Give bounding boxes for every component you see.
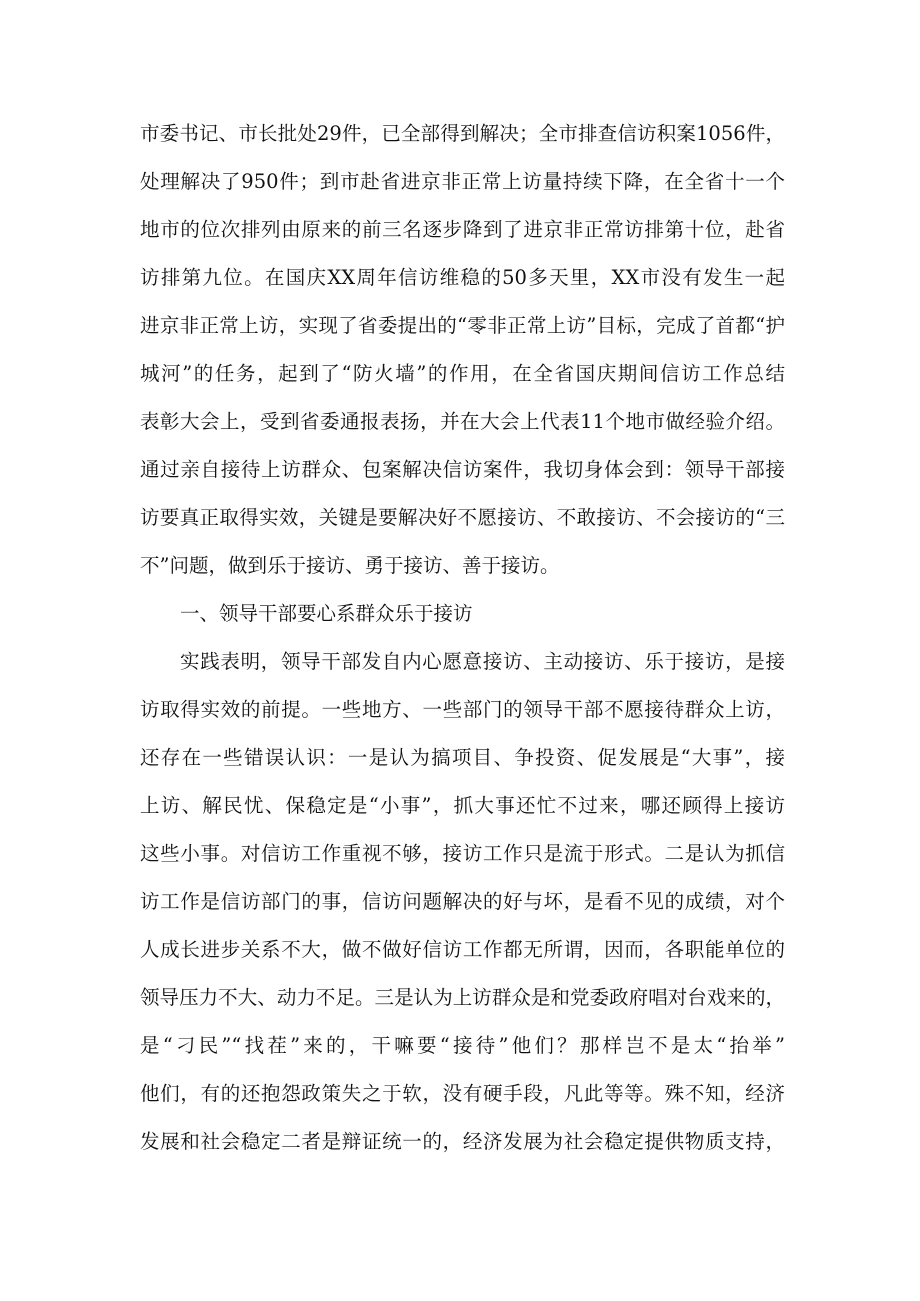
text-line: 访要真正取得实效，关键是要解决好不愿接访、不敢接访、不会接访的“三 <box>140 506 785 529</box>
paragraph-practice <box>140 638 785 1166</box>
text-line: 访取得实效的前提。一些地方、一些部门的领导干部不愿接待群众上访， <box>140 698 785 721</box>
text-line: 人成长进步关系不大，做不做好信访工作都无所谓，因而，各职能单位的 <box>140 938 785 961</box>
text-line: 这些小事。对信访工作重视不够，接访工作只是流于形式。二是认为抓信 <box>140 842 785 865</box>
text-line: 城河”的任务，起到了“防火墙”的作用，在全省国庆期间信访工作总结 <box>140 362 785 385</box>
text-line: 还存在一些错误认识：一是认为搞项目、争投资、促发展是“大事”，接 <box>140 746 785 769</box>
section-heading: 一、领导干部要心系群众乐于接访 <box>180 602 473 625</box>
text-line: 上访、解民忧、保稳定是“小事”，抓大事还忙不过来，哪还顾得上接访 <box>140 794 785 817</box>
text-line: 进京非正常上访，实现了省委提出的“零非正常上访”目标，完成了首都“护 <box>140 314 785 337</box>
text-line: 市委书记、市长批处29件，已全部得到解决；全市排查信访积案1056件， <box>140 122 785 145</box>
paragraph-intro-results <box>140 110 785 590</box>
text-line: 他们，有的还抱怨政策失之于软，没有硬手段，凡此等等。殊不知，经济 <box>140 1082 785 1105</box>
text-line: 地市的位次排列由原来的前三名逐步降到了进京非正常访排第十位，赴省 <box>140 218 785 241</box>
text-line: 访工作是信访部门的事，信访问题解决的好与坏，是看不见的成绩，对个 <box>140 890 785 913</box>
text-line: 不”问题，做到乐于接访、勇于接访、善于接访。 <box>140 554 560 577</box>
text-line: 发展和社会稳定二者是辩证统一的，经济发展为社会稳定提供物质支持， <box>140 1130 785 1153</box>
text-line: 表彰大会上，受到省委通报表扬，并在大会上代表11个地市做经验介绍。 <box>140 410 785 433</box>
document-body <box>140 110 785 1166</box>
text-line: 通过亲自接待上访群众、包案解决信访案件，我切身体会到：领导干部接 <box>140 458 785 481</box>
text-line: 实践表明，领导干部发自内心愿意接访、主动接访、乐于接访，是接 <box>180 650 785 673</box>
text-line: 领导压力不大、动力不足。三是认为上访群众是和党委政府唱对台戏来的， <box>140 986 785 1009</box>
text-line: 处理解决了950件；到市赴省进京非正常上访量持续下降，在全省十一个 <box>140 170 785 193</box>
text-line: 访排第九位。在国庆XX周年信访维稳的50多天里，XX市没有发生一起 <box>140 266 785 289</box>
text-line: 是“刁民”“找茬”来的，干嘛要“接待”他们？那样岂不是太“抬举” <box>140 1034 785 1057</box>
